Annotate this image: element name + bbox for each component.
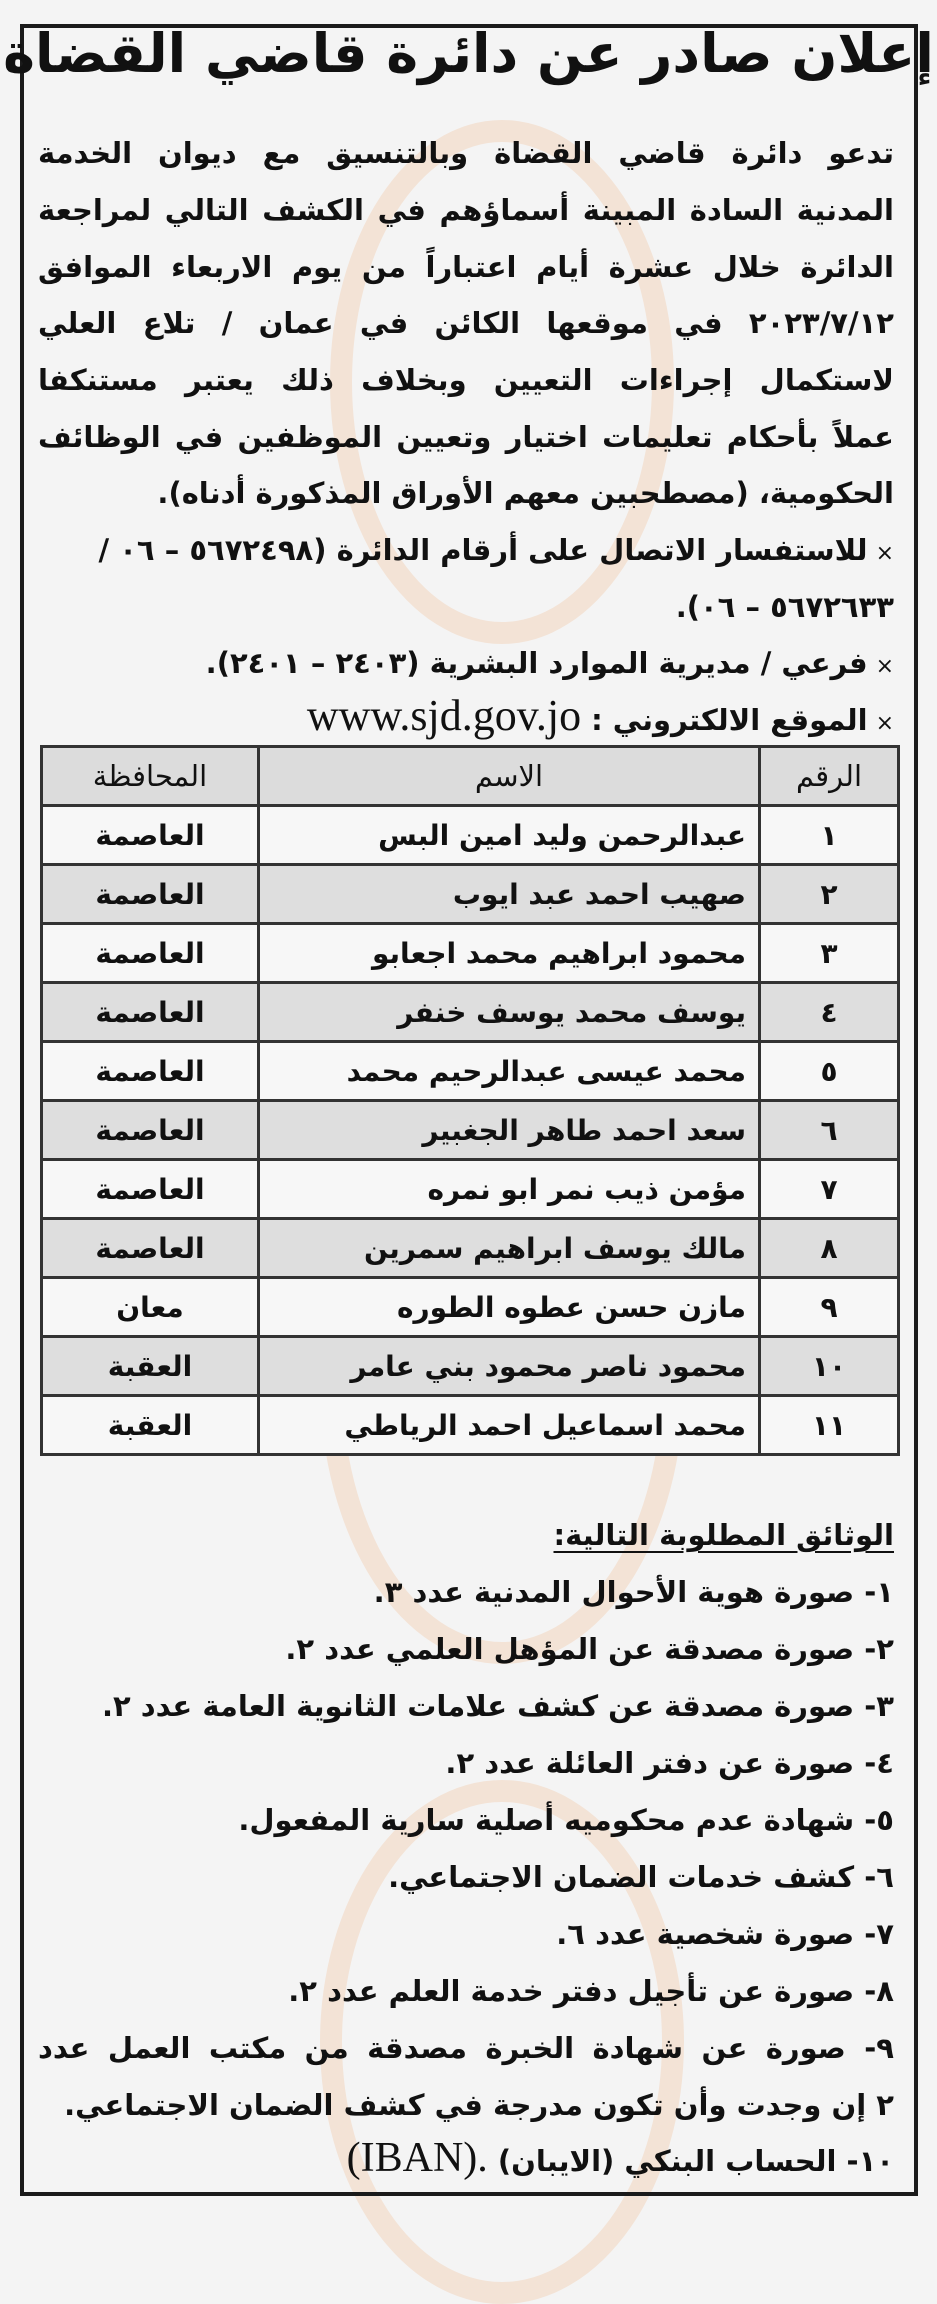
documents-heading-text: الوثائق المطلوبة التالية: (553, 1518, 894, 1552)
table-row (42, 806, 899, 865)
cell-name: محمود ناصر محمود بني عامر (259, 1337, 760, 1396)
table-row (42, 1042, 899, 1101)
document-item: ٦- كشف خدمات الضمان الاجتماعي. (388, 1860, 894, 1894)
contact-phones (38, 530, 894, 574)
cell-governorate: العاصمة (42, 983, 259, 1042)
cell-name: مازن حسن عطوه الطوره (259, 1278, 760, 1337)
cell-number: ١ (760, 806, 899, 865)
cell-number: ٣ (760, 924, 899, 983)
bullet-x-icon: × (875, 711, 894, 736)
header-governorate: المحافظة (42, 747, 259, 806)
contact-website (38, 692, 894, 748)
cell-number: ٥ (760, 1042, 899, 1101)
intro-line: لاستكمال إجراءات التعيين وبخلاف ذلك يعتبر مستنكفا (38, 363, 894, 397)
bullet-x-icon: × (875, 654, 894, 679)
table-row (42, 983, 899, 1042)
document-item: ٣- صورة مصدقة عن كشف علامات الثانوية العامة عدد ٢. (101, 1689, 894, 1723)
cell-governorate: العاصمة (42, 924, 259, 983)
cell-name: محمد عيسى عبدالرحيم محمد (259, 1042, 760, 1101)
cell-name: محمد اسماعيل احمد الرياطي (259, 1396, 760, 1455)
iban-label: ١٠- الحساب البنكي (الايبان) (497, 2144, 894, 2178)
document-item: ٤- صورة عن دفتر العائلة عدد ٢. (445, 1746, 894, 1780)
contact-extension (38, 643, 894, 687)
cell-number: ٩ (760, 1278, 899, 1337)
document-item: ٩- صورة عن شهادة الخبرة مصدقة من مكتب العمل عدد (38, 2031, 894, 2065)
extension-text: فرعي / مديرية الموارد البشرية (٢٤٠٣ – ٢٤٠١). (205, 646, 868, 680)
intro-line: تدعو دائرة قاضي القضاة وبالتنسيق مع ديوان الخدمة (38, 136, 894, 170)
table-row (42, 1278, 899, 1337)
cell-name: عبدالرحمن وليد امين البس (259, 806, 760, 865)
cell-governorate: العقبة (42, 1337, 259, 1396)
cell-governorate: العاصمة (42, 865, 259, 924)
table-row (42, 1219, 899, 1278)
header-number: الرقم (760, 747, 899, 806)
cell-name: صهيب احمد عبد ايوب (259, 865, 760, 924)
intro-line: ٢٠٢٣/٧/١٢ في موقعها الكائن في عمان / تلاع العلي (38, 306, 894, 340)
document-item: ١- صورة هوية الأحوال المدنية عدد ٣. (373, 1575, 894, 1609)
cell-name: مالك يوسف ابراهيم سمرين (259, 1219, 760, 1278)
document-item: ٨- صورة عن تأجيل دفتر خدمة العلم عدد ٢. (288, 1974, 894, 2008)
cell-governorate: العقبة (42, 1396, 259, 1455)
document-item-cont: ٢ إن وجدت وأن تكون مدرجة في كشف الضمان الاجتماعي. (64, 2088, 894, 2122)
cell-name: سعد احمد طاهر الجغبير (259, 1101, 760, 1160)
cell-number: ٦ (760, 1101, 899, 1160)
cell-governorate: العاصمة (42, 1101, 259, 1160)
intro-line: الدائرة خلال عشرة أيام اعتباراً من يوم الاربعاء الموافق (38, 250, 894, 284)
cell-name: محمود ابراهيم محمد اجعابو (259, 924, 760, 983)
intro-line: الحكومية، (مصطحبين معهم الأوراق المذكورة أدناه). (157, 476, 894, 510)
announcement-title: إعلان صادر عن دائرة قاضي القضاة (3, 22, 934, 85)
cell-number: ٤ (760, 983, 899, 1042)
document-item: ٢- صورة مصدقة عن المؤهل العلمي عدد ٢. (285, 1632, 894, 1666)
table-row (42, 1160, 899, 1219)
phones-text: للاستفسار الاتصال على أرقام الدائرة (٥٦٧٢٤٩٨ – ٠٦ / (98, 533, 868, 567)
cell-number: ١٠ (760, 1337, 899, 1396)
table-row (42, 865, 899, 924)
bullet-x-icon: × (875, 541, 894, 566)
document-item: ٥- شهادة عدم محكوميه أصلية سارية المفعول. (238, 1803, 894, 1837)
cell-name: يوسف محمد يوسف خنفر (259, 983, 760, 1042)
cell-number: ٨ (760, 1219, 899, 1278)
intro-line: المدنية السادة المبينة أسماؤهم في الكشف التالي لمراجعة (38, 193, 894, 227)
iban-text: (IBAN). (346, 2135, 488, 2181)
cell-number: ٧ (760, 1160, 899, 1219)
contact-phones-cont: ٥٦٧٢٦٣٣ – ٠٦). (675, 590, 894, 624)
table-header-row (42, 747, 899, 806)
document-item: ٧- صورة شخصية عدد ٦. (556, 1917, 894, 1951)
cell-governorate: العاصمة (42, 1219, 259, 1278)
website-link[interactable]: www.sjd.gov.jo (306, 691, 582, 740)
cell-number: ٢ (760, 865, 899, 924)
cell-name: مؤمن ذيب نمر ابو نمره (259, 1160, 760, 1219)
header-name: الاسم (259, 747, 760, 806)
website-label: الموقع الالكتروني : (591, 703, 868, 737)
document-item-iban (38, 2134, 894, 2185)
table-row (42, 924, 899, 983)
cell-number: ١١ (760, 1396, 899, 1455)
cell-governorate: معان (42, 1278, 259, 1337)
cell-governorate: العاصمة (42, 806, 259, 865)
cell-governorate: العاصمة (42, 1160, 259, 1219)
table-row (42, 1337, 899, 1396)
intro-line: عملاً بأحكام تعليمات اختيار وتعيين الموظفين في الوظائف (38, 420, 894, 454)
documents-heading (38, 1515, 894, 1555)
table-row (42, 1396, 899, 1455)
candidates-table (40, 745, 900, 1456)
table-row (42, 1101, 899, 1160)
cell-governorate: العاصمة (42, 1042, 259, 1101)
